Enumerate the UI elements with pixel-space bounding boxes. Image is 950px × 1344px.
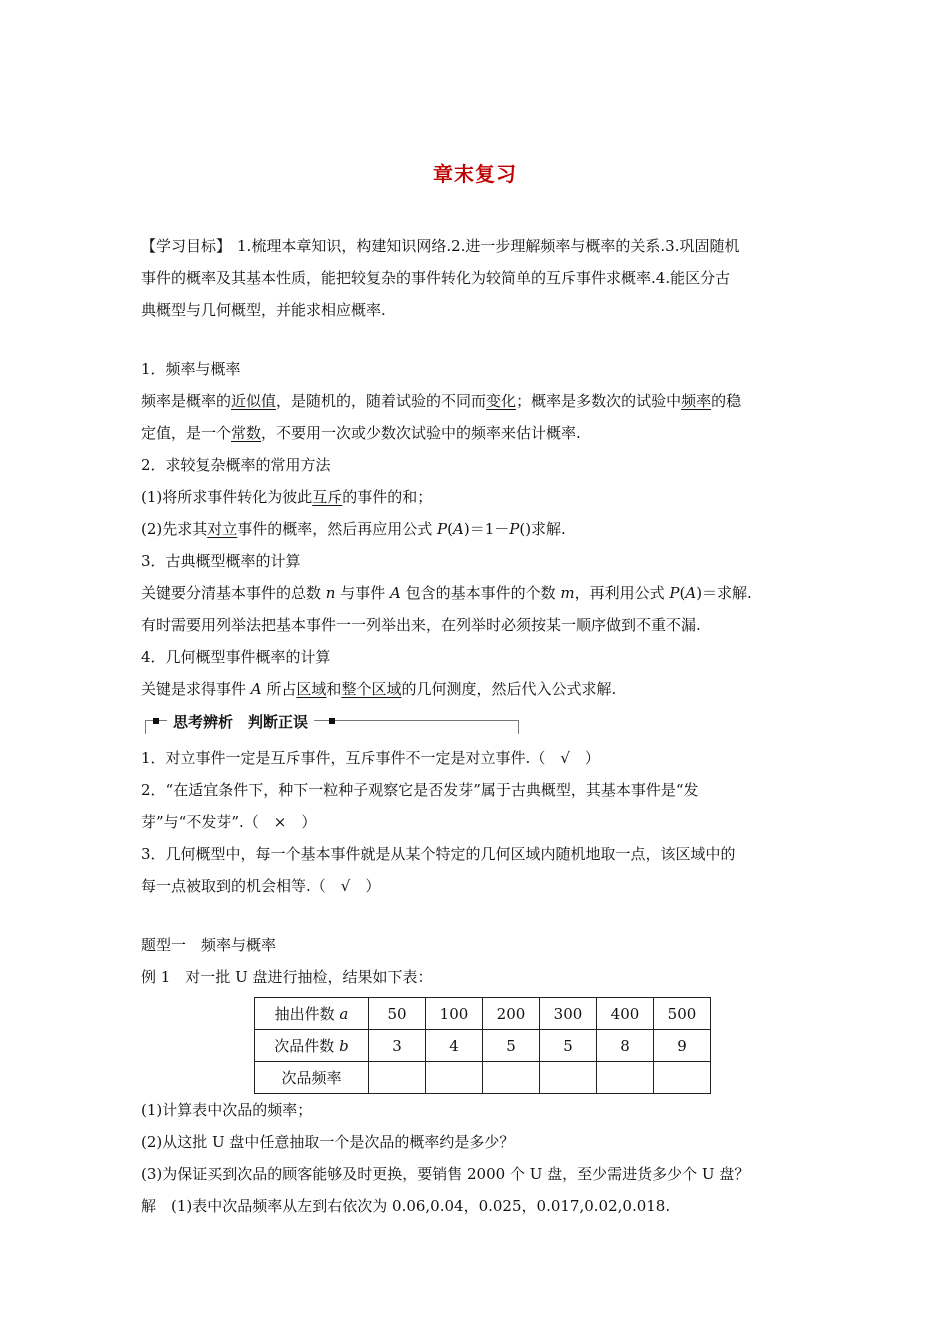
table-cell [540,1062,597,1094]
table-cell [654,1062,711,1094]
table-row-header: 抽出件数 a [255,998,369,1030]
judge-question-3-line-1: 3．几何概型中，每一个基本事件就是从某个特定的几何区域内随机地取一点，该区域中的 [141,845,736,863]
objectives-line-3: 典概型与几何概型，并能求相应概率. [141,301,386,319]
section-4-line-1: 关键是求得事件 A 所占区域和整个区域的几何测度，然后代入公式求解. [141,680,617,698]
section-3-line-1: 关键要分清基本事件的总数 n 与事件 A 包含的基本事件的个数 m，再利用公式 P(A)＝求解. [141,584,752,602]
square-bullet-icon [153,718,159,724]
table-cell: 400 [597,998,654,1030]
section-2-line-2: (2)先求其对立事件的概率，然后再应用公式 P(A)＝1－P()求解. [141,520,566,538]
table-row-header: 次品件数 b [255,1030,369,1062]
section-1-line-1: 频率是概率的近似值，是随机的，随着试验的不同而变化；概率是多数次的试验中频率的稳 [141,392,742,410]
judge-question-1: 1．对立事件一定是互斥事件，互斥事件不一定是对立事件.（ √ ） [141,749,600,767]
question-part-1: (1)计算表中次品的频率； [141,1101,313,1119]
table-cell: 5 [483,1030,540,1062]
table-cell [483,1062,540,1094]
section-4-heading: 4．几何概型事件概率的计算 [141,648,331,666]
objectives-label: 【学习目标】 [141,237,232,255]
page-title: 章末复习 [433,162,517,186]
table-cell [369,1062,426,1094]
table-cell: 300 [540,998,597,1030]
think-box-right-edge [518,720,519,734]
table-row [255,1030,711,1062]
table-cell: 200 [483,998,540,1030]
table-cell: 9 [654,1030,711,1062]
question-part-3: (3)为保证买到次品的顾客能够及时更换，要销售 2000 个 U 盘，至少需进货多少个 U 盘？ [141,1165,750,1183]
table-cell: 100 [426,998,483,1030]
table-row [255,998,711,1030]
table-cell: 8 [597,1030,654,1062]
table-cell: 4 [426,1030,483,1062]
table-cell: 5 [540,1030,597,1062]
section-3-line-2: 有时需要用列举法把基本事件一一列举出来，在列举时必须按某一顺序做到不重不漏. [141,616,701,634]
objectives-line-2: 事件的概率及其基本性质，能把较复杂的事件转化为较简单的互斥事件求概率.4.能区分古 [141,269,731,287]
judge-question-2-line-1: 2．“在适宜条件下，种下一粒种子观察它是否发芽”属于古典概型，其基本事件是“发 [141,781,699,799]
example-1-prompt: 例 1 对一批 U 盘进行抽检，结果如下表： [141,968,433,986]
table-cell [597,1062,654,1094]
data-table [254,997,711,1094]
section-1-line-2: 定值，是一个常数，不要用一次或少数次试验中的频率来估计概率. [141,424,581,442]
section-2-line-1: (1)将所求事件转化为彼此互斥的事件的和； [141,488,433,506]
judge-question-3-line-2: 每一点被取到的机会相等.（ √ ） [141,877,381,895]
table-row-header: 次品频率 [255,1062,369,1094]
question-part-2: (2)从这批 U 盘中任意抽取一个是次品的概率约是多少？ [141,1133,515,1151]
think-box-left-edge [145,720,146,734]
table-row [255,1062,711,1094]
objectives-line-1: 【学习目标】 1.梳理本章知识，构建知识网络.2.进一步理解频率与概率的关系.3.巩固随机 [141,237,740,255]
table-cell: 3 [369,1030,426,1062]
judge-question-2-line-2: 芽”与“不发芽”.（ × ） [141,813,317,831]
square-bullet-icon [329,718,335,724]
solution-line-1: 解 (1)表中次品频率从左到右依次为 0.06,0.04，0.025，0.017,0.02,0.018. [141,1197,671,1215]
table-cell: 50 [369,998,426,1030]
table-cell [426,1062,483,1094]
section-2-heading: 2．求较复杂概率的常用方法 [141,456,331,474]
topic-heading: 题型一 频率与概率 [141,936,277,954]
section-3-heading: 3．古典概型概率的计算 [141,552,301,570]
section-1-heading: 1．频率与概率 [141,360,241,378]
think-box-label: 思考辨析 判断正误 [167,711,314,732]
think-box-header [145,709,519,735]
table-cell: 500 [654,998,711,1030]
